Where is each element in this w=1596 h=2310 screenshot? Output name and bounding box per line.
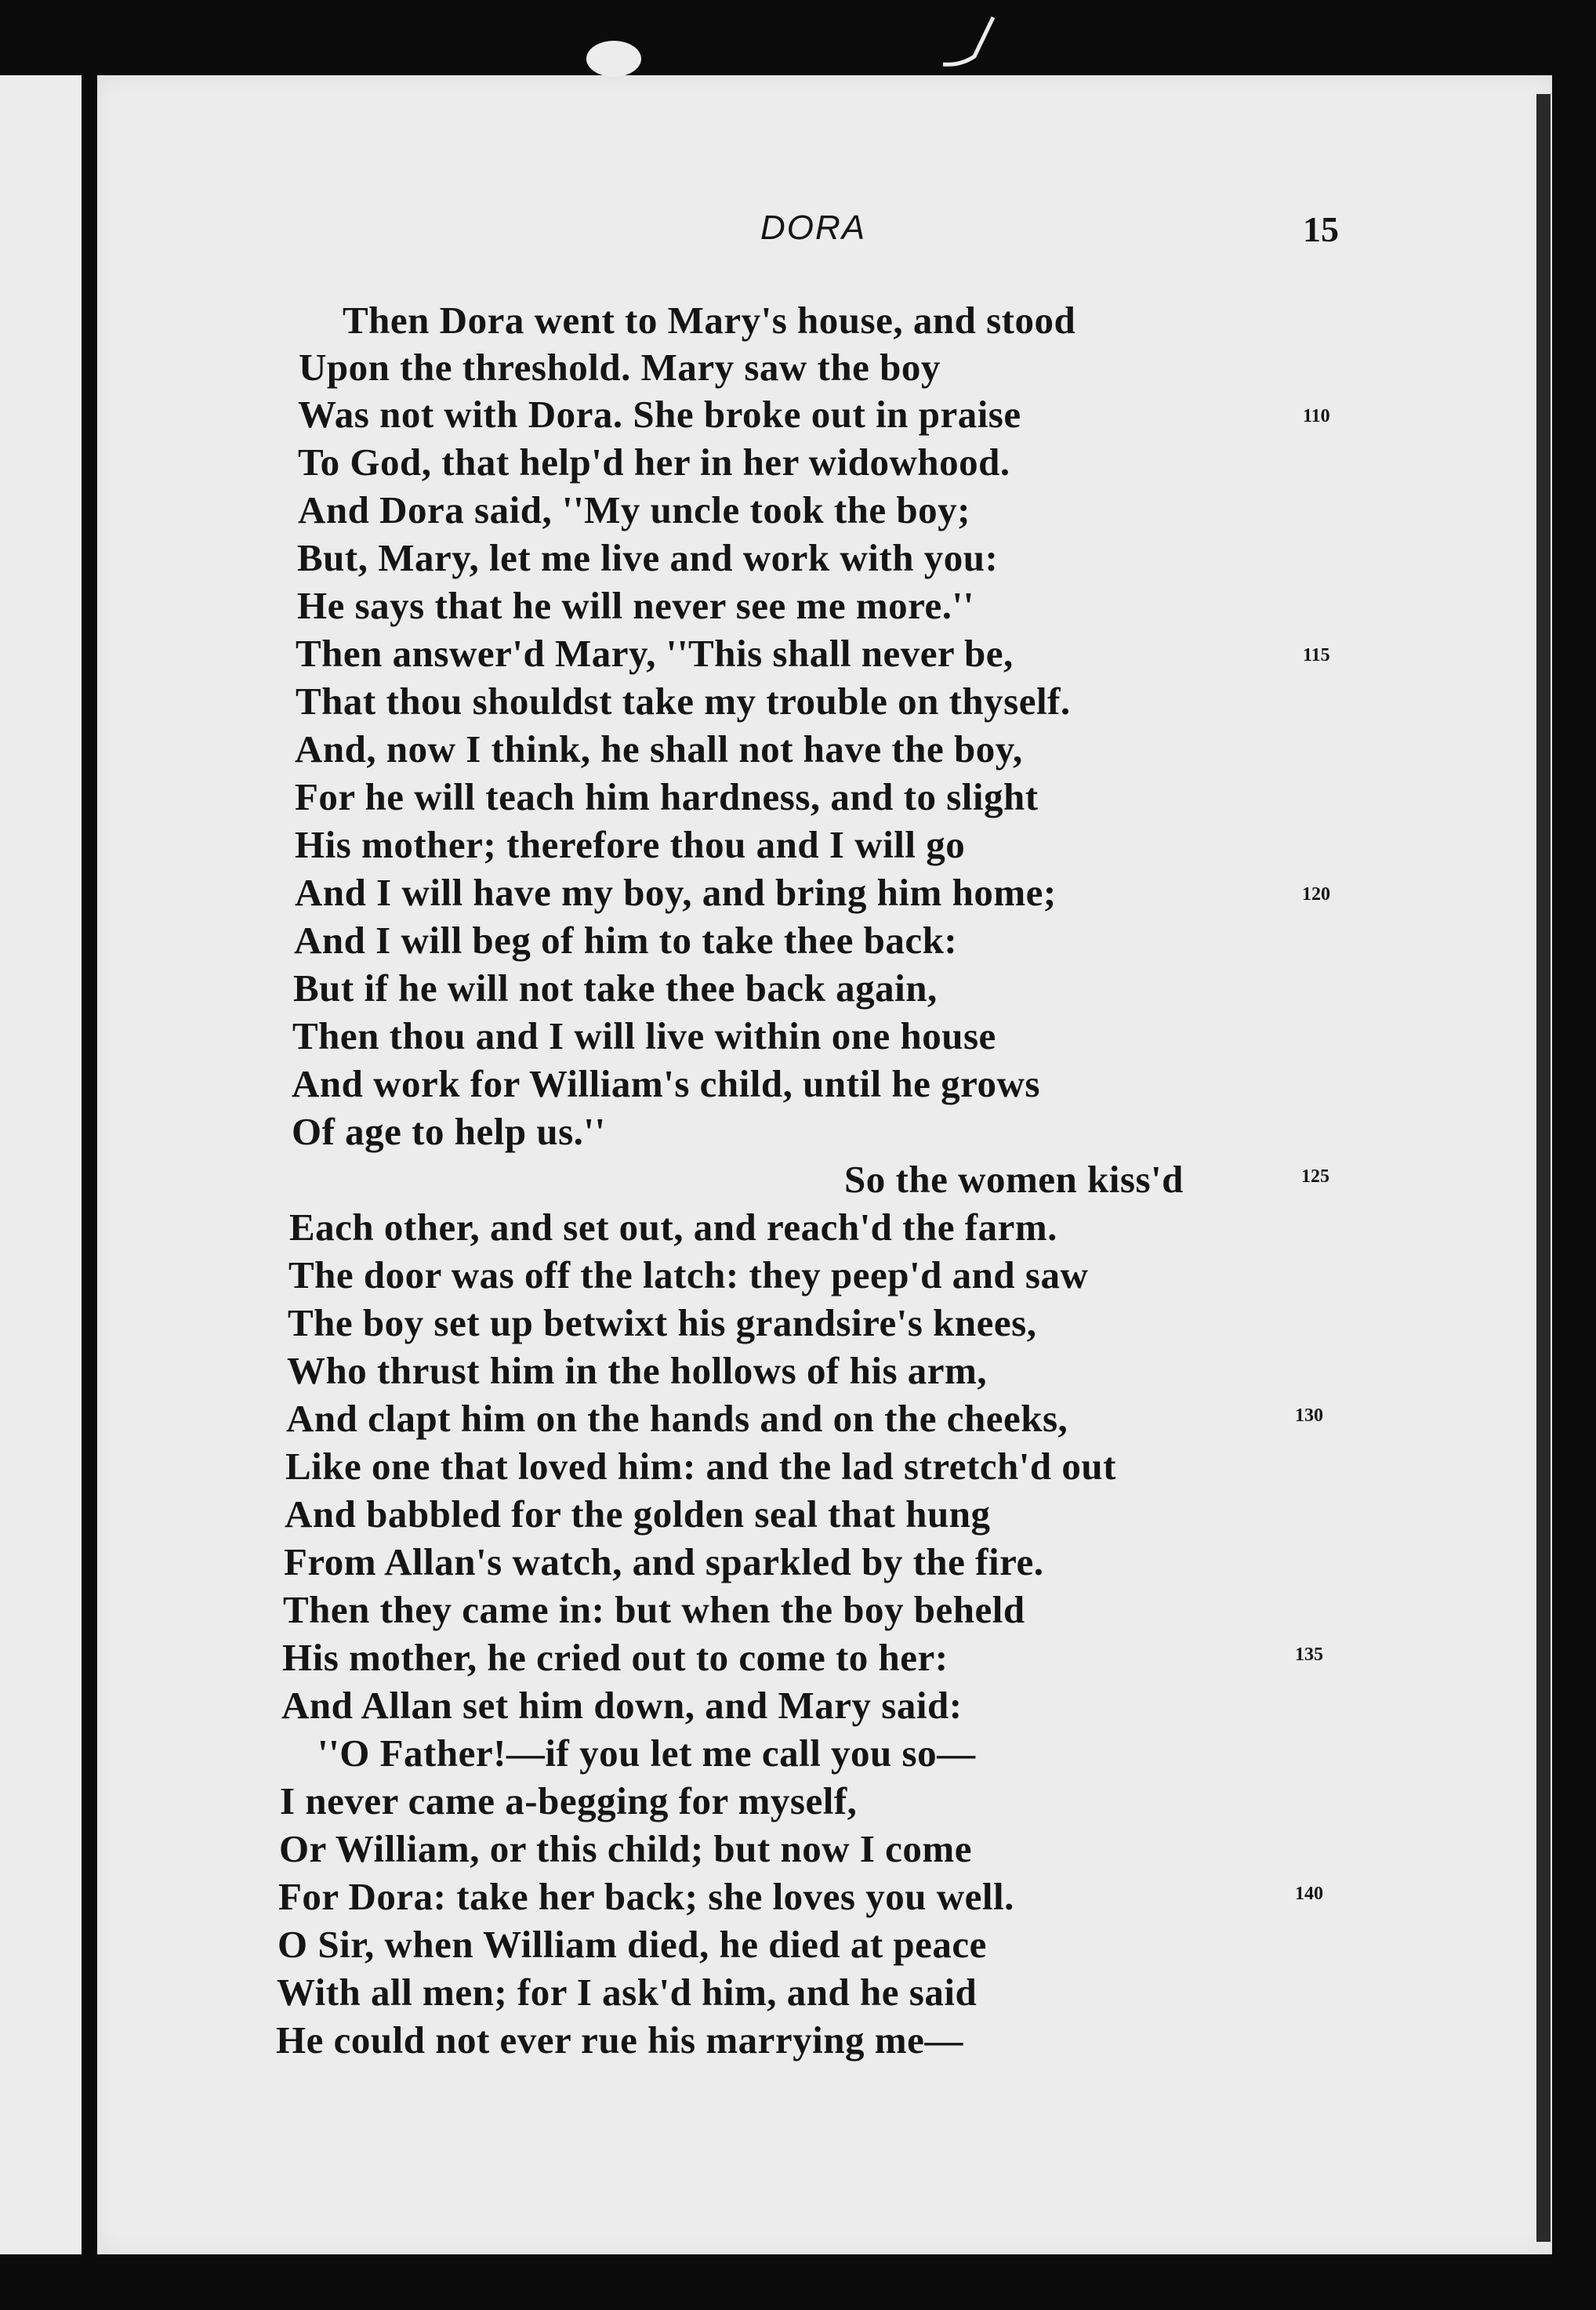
poem-line: For he will teach him hardness, and to slight [295,775,1039,818]
poem-line: The boy set up betwixt his grandsire's knees, [288,1301,1037,1344]
poem-line: The door was off the latch: they peep'd and saw [288,1253,1089,1296]
page-edge-shadow [1536,94,1551,2242]
poem-line: Then Dora went to Mary's house, and stood [343,299,1076,342]
poem-line: And, now I think, he shall not have the boy, [295,727,1023,771]
poem-line: He could not ever rue his marrying me— [276,2018,963,2062]
running-title: DORA [760,209,867,247]
poem-line: And work for William's child, until he grows [292,1062,1040,1105]
line-number: 125 [1301,1166,1329,1187]
poem-line: And babbled for the golden seal that hung [285,1492,991,1536]
poem-line: I never came a-begging for myself, [280,1779,858,1822]
previous-page-edge [0,75,82,2254]
poem-line: Who thrust him in the hollows of his arm, [287,1349,988,1392]
poem-line: His mother; therefore thou and I will go [295,823,966,866]
poem-line: With all men; for I ask'd him, and he said [277,1971,978,2014]
line-number: 115 [1303,645,1330,665]
poem-line: Each other, and set out, and reach'd the farm. [289,1206,1057,1249]
poem-line: From Allan's watch, and sparkled by the fire. [284,1540,1044,1583]
poem-line: ''O Father!—if you let me call you so— [317,1732,976,1775]
line-number: 130 [1295,1405,1323,1426]
poem-line: Like one that loved him: and the lad stretch'd out [285,1445,1116,1488]
poem-line: So the women kiss'd [844,1158,1184,1201]
scan-speck [586,41,641,77]
poem-line: Then they came in: but when the boy beheld [283,1588,1025,1631]
page-number: 15 [1303,209,1339,249]
line-number: 140 [1295,1884,1323,1904]
poem-line: Of age to help us.'' [292,1110,606,1153]
poem-line: Then thou and I will live within one house [292,1014,996,1057]
poem-line: And I will have my boy, and bring him home; [295,871,1057,914]
poem-line: And Dora said, ''My uncle took the boy; [298,488,971,531]
poem-line: And Allan set him down, and Mary said: [281,1684,963,1727]
scan-mark-icon [937,11,1015,74]
poem-line: He says that he will never see me more.'' [297,584,974,627]
poem-line: O Sir, when William died, he died at peace [277,1923,987,1966]
poem-line: To God, that help'd her in her widowhood. [298,441,1010,484]
poem-line: But, Mary, let me live and work with you: [297,536,999,579]
line-number: 135 [1295,1645,1323,1665]
line-number: 120 [1302,884,1330,905]
poem-line: For Dora: take her back; she loves you well. [278,1875,1014,1918]
poem-line: But if he will not take thee back again, [293,966,938,1010]
line-number: 110 [1303,406,1330,426]
poem-line: Then answer'd Mary, ''This shall never be, [296,632,1014,675]
poem-line: His mother, he cried out to come to her: [282,1636,949,1679]
poem-line: Upon the threshold. Mary saw the boy [299,346,941,389]
poem-line: And clapt him on the hands and on the cheeks, [286,1397,1068,1440]
poem-line: That thou shouldst take my trouble on thyself. [296,680,1071,723]
poem-line: Was not with Dora. She broke out in praise [298,393,1021,436]
poem-line: Or William, or this child; but now I come [279,1827,972,1870]
poem-line: And I will beg of him to take thee back: [294,919,958,962]
